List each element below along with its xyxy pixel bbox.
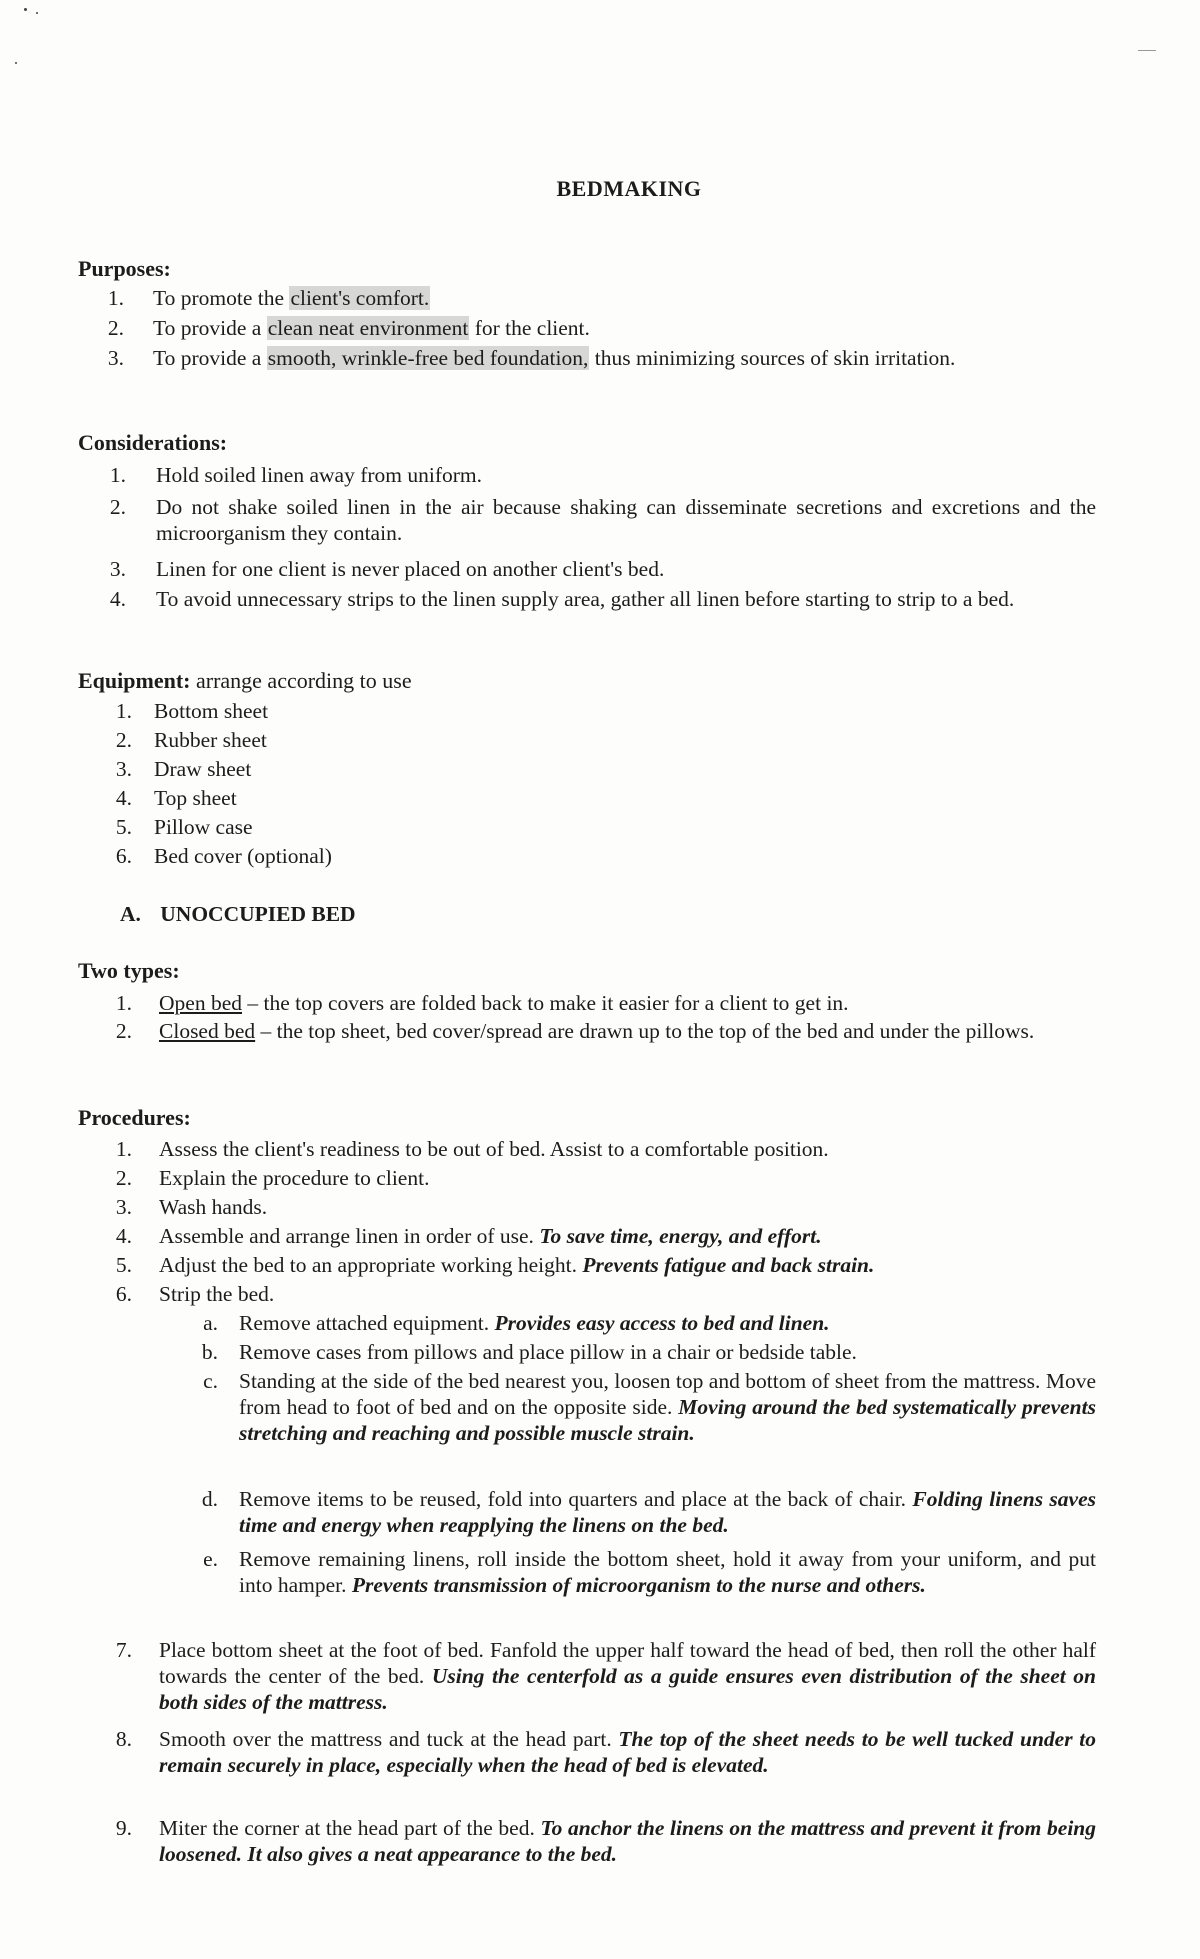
section-title: UNOCCUPIED BED (160, 902, 356, 926)
section-a-heading (120, 902, 356, 927)
step-number: 3. (115, 1195, 132, 1219)
equipment-heading (78, 668, 412, 694)
step-text: Smooth over the mattress and tuck at the head part. (159, 1727, 619, 1751)
item-number: 6. (115, 844, 132, 868)
item-text: Pillow case (154, 815, 253, 839)
item-text: Do not shake soiled linen in the air because shaking can disseminate secretions and excretions and the microorganism they contain. (156, 495, 1096, 545)
highlighted-text: client's comfort. (290, 286, 430, 310)
step-number: 8. (115, 1727, 132, 1751)
item-text: Bottom sheet (154, 699, 269, 723)
item-number: 5. (115, 815, 132, 839)
substep-text: Remove cases from pillows and place pillow in a chair or bedside table. (239, 1340, 857, 1364)
step-rationale: Prevents fatigue and back strain. (582, 1253, 875, 1277)
bed-type-term: Open bed (159, 991, 242, 1015)
item-number: 4. (115, 786, 132, 810)
scan-speck (24, 8, 27, 11)
substep-rationale: Moving around the bed systematically prevents stretching and reaching and possible muscle strain. (239, 1395, 1096, 1445)
substep-letter: d. (201, 1487, 218, 1511)
item-text: thus minimizing sources of skin irritation. (589, 346, 956, 370)
bed-type-term: Closed bed (159, 1019, 256, 1043)
step-number: 2. (115, 1166, 132, 1190)
step-number: 5. (115, 1253, 132, 1277)
step-number: 9. (115, 1816, 132, 1840)
step-text: Assess the client's readiness to be out of bed. Assist to a comfortable position. (159, 1137, 829, 1161)
step-number: 7. (115, 1638, 132, 1662)
item-number: 2. (107, 316, 124, 340)
scan-speck (1138, 50, 1156, 51)
item-text: To promote the (153, 286, 290, 310)
equipment-heading-label: Equipment: (78, 668, 191, 693)
step-text: Explain the procedure to client. (159, 1166, 430, 1190)
step-number: 6. (115, 1282, 132, 1306)
item-text: To avoid unnecessary strips to the linen supply area, gather all linen before starting to strip to a bed. (156, 587, 1015, 611)
considerations-heading: Considerations: (78, 430, 228, 455)
item-number: 1. (109, 463, 126, 487)
item-text: To provide a (153, 316, 267, 340)
substep-letter: e. (203, 1547, 218, 1571)
step-number: 4. (115, 1224, 132, 1248)
step-rationale: To anchor the linens on the mattress and prevent it from being loosened. It also gives a neat appearance to the bed. (159, 1816, 1096, 1866)
item-text: – the top covers are folded back to make it easier for a client to get in. (242, 991, 849, 1015)
item-number: 3. (109, 557, 126, 581)
step-text: Adjust the bed to an appropriate working height. (159, 1253, 583, 1277)
item-number: 2. (115, 1019, 132, 1043)
item-number: 3. (107, 346, 124, 370)
step-text: Miter the corner at the head part of the bed. (159, 1816, 541, 1840)
section-label: A. (120, 902, 141, 926)
item-number: 1. (107, 286, 124, 310)
substep-text: Remove items to be reused, fold into quarters and place at the back of chair. (239, 1487, 913, 1511)
item-text: – the top sheet, bed cover/spread are drawn up to the top of the bed and under the pillows. (255, 1019, 1035, 1043)
step-text: Assemble and arrange linen in order of use. (159, 1224, 540, 1248)
substep-rationale: Folding linens saves time and energy when reapplying the linens on the bed. (239, 1487, 1096, 1537)
substep-text: Remove attached equipment. (239, 1311, 495, 1335)
item-text: Top sheet (154, 786, 237, 810)
item-text: Bed cover (optional) (154, 844, 332, 868)
page-title: BEDMAKING (556, 176, 702, 201)
substep-text: Standing at the side of the bed nearest you, loosen top and bottom of sheet from the mattress. Move from head to foot of bed and on the opposite side. (239, 1369, 1096, 1419)
item-text: To provide a (153, 346, 267, 370)
item-number: 2. (109, 495, 126, 519)
two-types-heading: Two types: (78, 958, 180, 983)
item-number: 1. (115, 991, 132, 1015)
item-number: 4. (109, 587, 126, 611)
step-text: Wash hands. (159, 1195, 268, 1219)
item-text: Hold soiled linen away from uniform. (156, 463, 483, 487)
equipment-heading-note: arrange according to use (190, 668, 412, 693)
item-number: 3. (115, 757, 132, 781)
step-number: 1. (115, 1137, 132, 1161)
step-rationale: Using the centerfold as a guide ensures even distribution of the sheet on both sides of the mattress. (159, 1664, 1096, 1714)
item-number: 2. (115, 728, 132, 752)
highlighted-text: smooth, wrinkle-free bed foundation, (267, 346, 589, 370)
highlighted-text: clean neat environment (267, 316, 469, 340)
step-rationale: To save time, energy, and effort. (539, 1224, 822, 1248)
item-number: 1. (115, 699, 132, 723)
purposes-heading: Purposes: (78, 256, 171, 281)
procedures-heading: Procedures: (78, 1105, 191, 1130)
item-text: for the client. (469, 316, 590, 340)
step-rationale: The top of the sheet needs to be well tucked under to remain securely in place, especially when the head of bed is elevated. (159, 1727, 1096, 1777)
item-text: Rubber sheet (154, 728, 267, 752)
item-text: Draw sheet (154, 757, 252, 781)
substep-rationale: Provides easy access to bed and linen. (494, 1311, 830, 1335)
item-text: Linen for one client is never placed on another client's bed. (156, 557, 665, 581)
substep-letter: c. (203, 1369, 218, 1393)
substep-text: Remove remaining linens, roll inside the bottom sheet, hold it away from your uniform, and put into hamper. (239, 1547, 1096, 1597)
substep-rationale: Prevents transmission of microorganism to the nurse and others. (351, 1573, 926, 1597)
substep-letter: b. (201, 1340, 218, 1364)
scan-speck (15, 62, 17, 64)
scan-speck (36, 12, 38, 14)
substep-letter: a. (203, 1311, 218, 1335)
step-text: Place bottom sheet at the foot of bed. Fanfold the upper half toward the head of bed, then roll the other half towards the center of the bed. (159, 1638, 1096, 1688)
step-text: Strip the bed. (159, 1282, 275, 1306)
